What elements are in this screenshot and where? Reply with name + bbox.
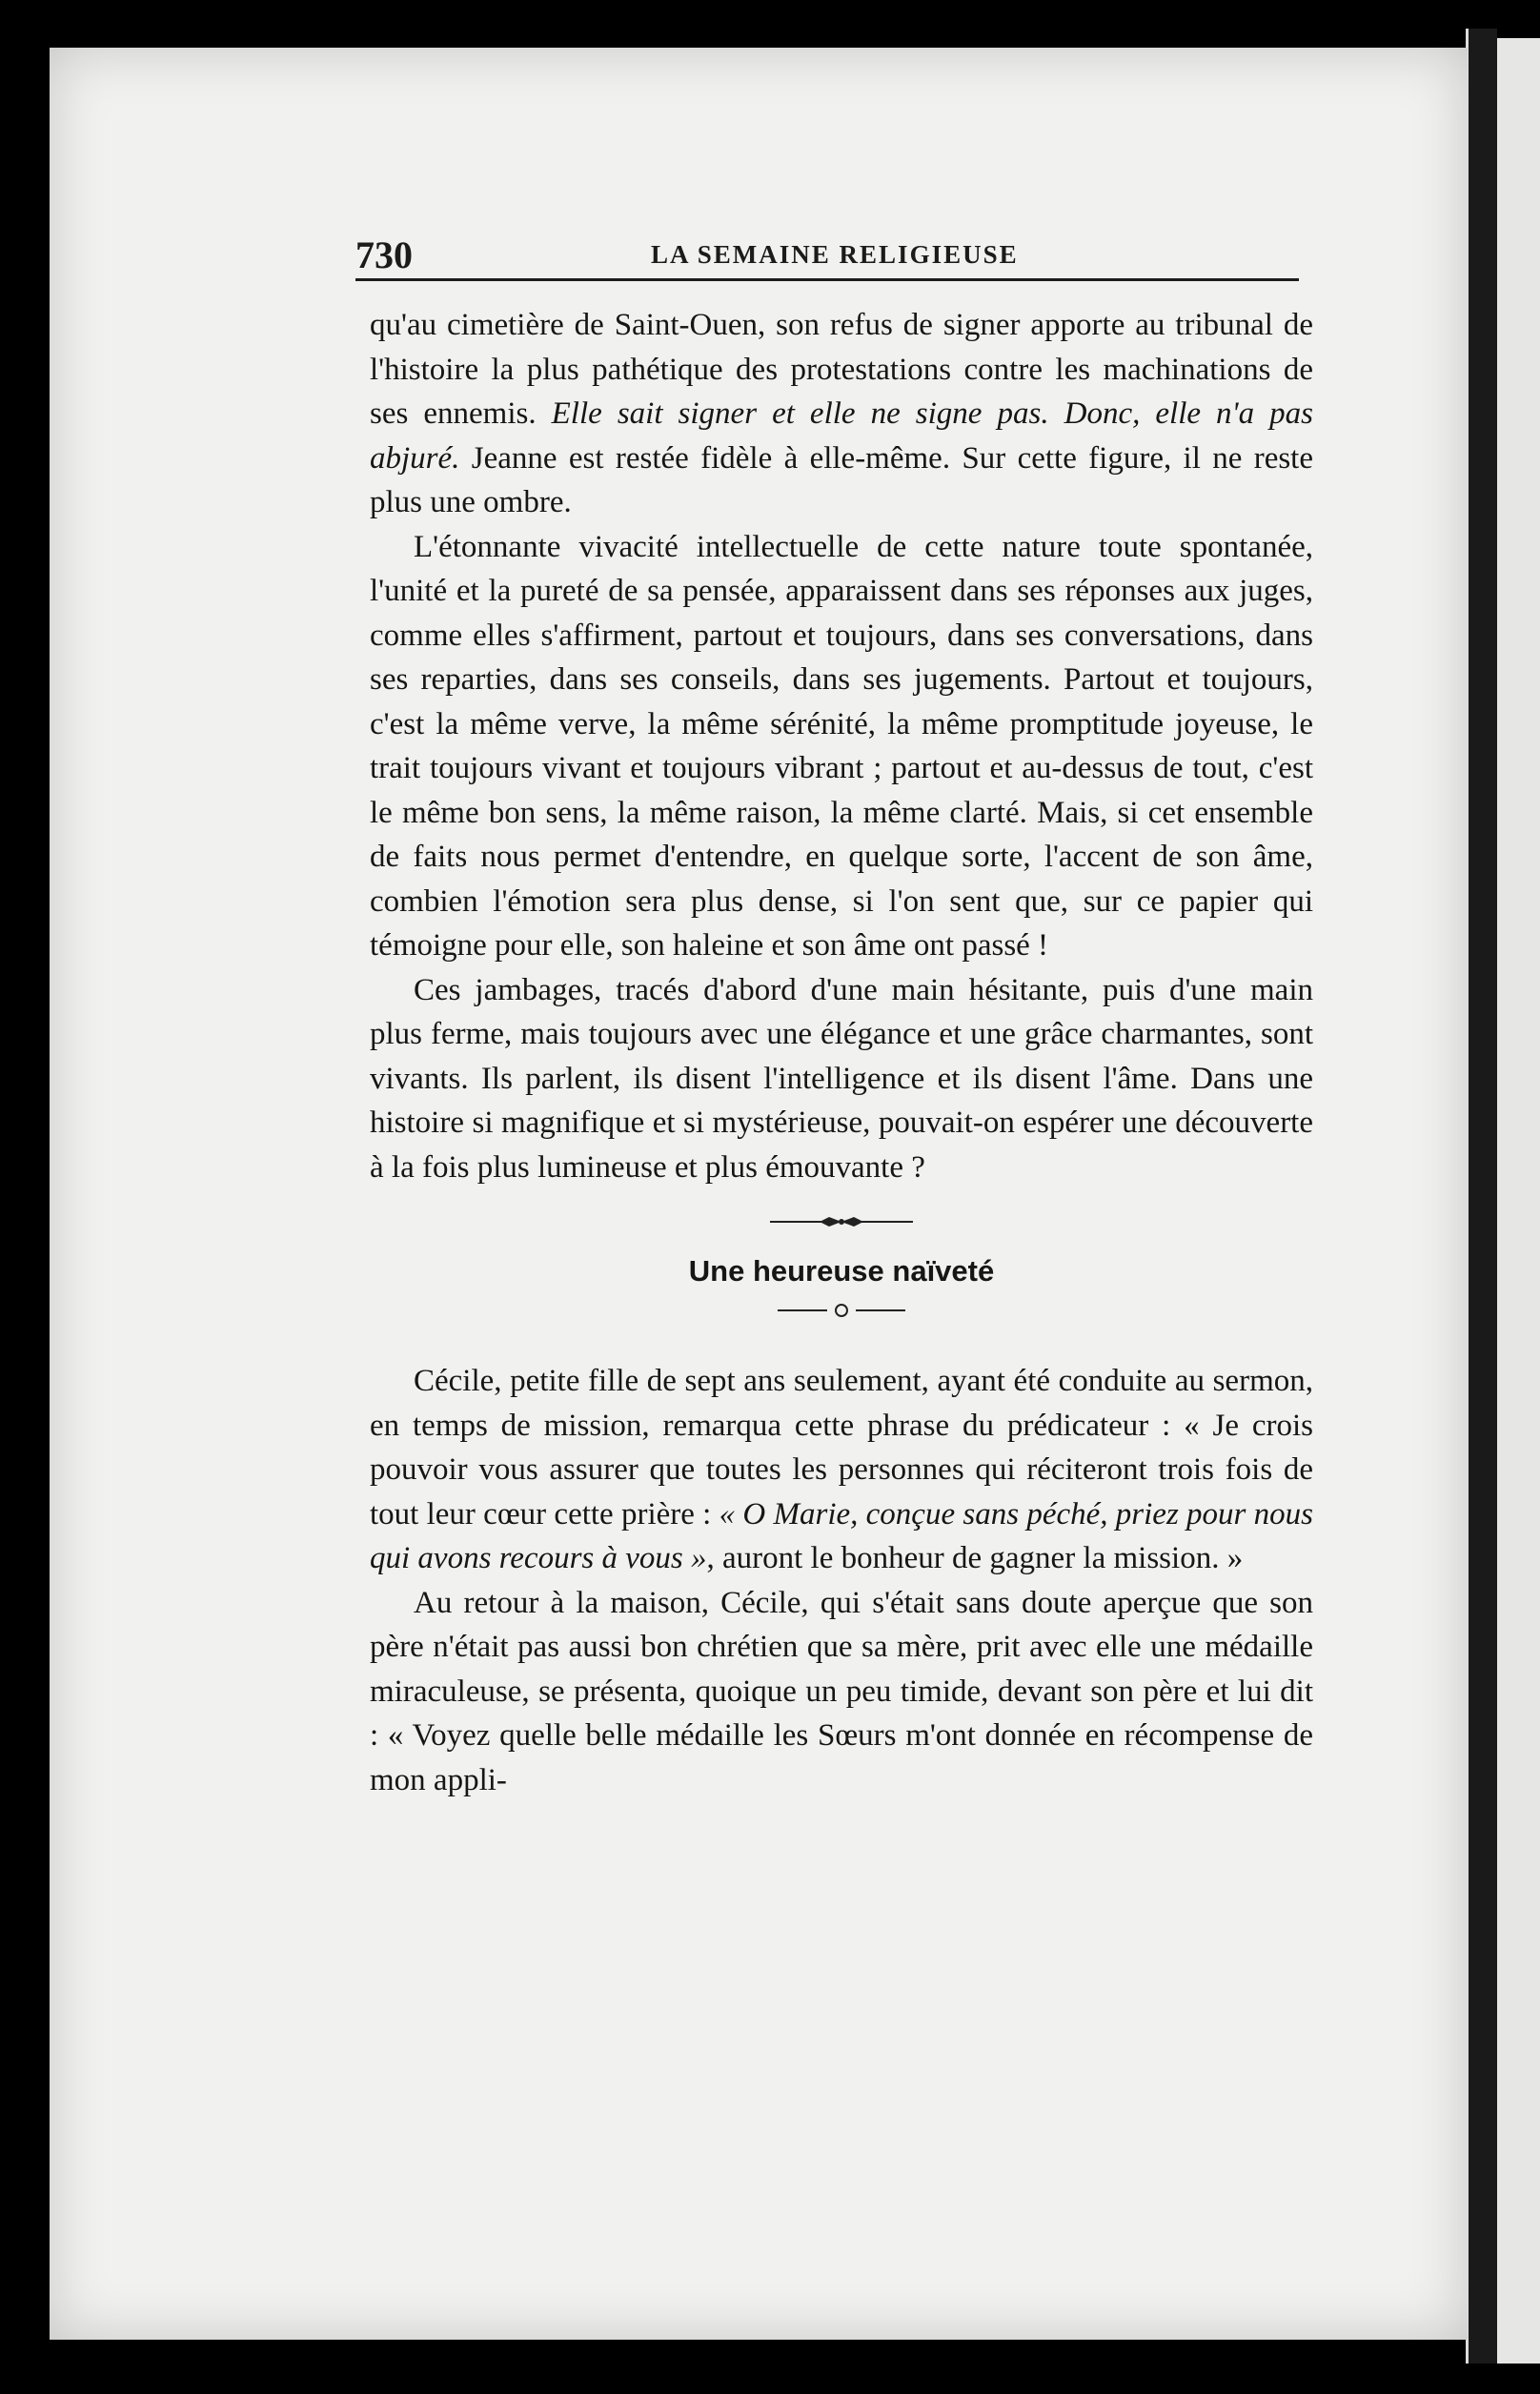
paragraph-text: , auront le bonheur de gagner la mission. » bbox=[706, 1541, 1244, 1575]
ornament-icon bbox=[770, 1212, 913, 1231]
page-number: 730 bbox=[355, 233, 413, 276]
separator-circle-icon bbox=[835, 1304, 848, 1317]
paragraph bbox=[370, 525, 1313, 968]
paragraph bbox=[370, 303, 1313, 525]
paragraph-text: Ces jambages, tracés d'abord d'une main hésitante, puis d'une main plus ferme, mais toujours avec une élégance et une grâce charmantes, sont vivants. Ils parlent, ils disent l'intelligence et ils disent l'âme. Dans une histoire si magnifique et si mystérieuse, pouvait-on espérer une découverte à la fois plus lumineuse et plus émouvante ? bbox=[370, 972, 1313, 1185]
article-part-2 bbox=[370, 1359, 1313, 1802]
paragraph-text: Jeanne est restée fidèle à elle-même. Sur cette figure, il ne reste plus une ombre. bbox=[370, 440, 1313, 519]
separator-line-left bbox=[778, 1309, 827, 1311]
paragraph-text: qu'au cimetière de Saint-Ouen, son refus de signer apporte au tribunal de l'histoire la plus pathétique des protestations contre les machinations de ses ennemis. bbox=[370, 308, 1313, 431]
paragraph-text: L'étonnante vivacité intellectuelle de cette nature toute spontanée, l'unité et la pureté de sa pensée, apparaissent dans ses réponses aux juges, comme elles s'affirment, partout et toujours, dans ses conversations, dans ses reparties, dans ses conseils, dans ses jugements. Partout et toujours, c'est la même verve, la même sérénité, la même promptitude joyeuse, le trait toujours vivant et toujours vibrant ; partout et au-dessus de tout, c'est le même bon sens, la même raison, la même clarté. Mais, si cet ensemble de faits nous permet d'entendre, en quelque sorte, l'accent de son âme, combien l'émotion sera plus dense, si l'on sent que, sur ce papier qui témoigne pour elle, son haleine et son âme ont passé ! bbox=[370, 529, 1313, 963]
paragraph-text: Cécile, petite fille de sept ans seulement, ayant été conduite au sermon, en temps de mission, remarqua cette phrase du prédicateur : « Je crois pouvoir vous assurer que toutes les personnes qui réciteront trois fois de tout leur cœur cette prière : bbox=[370, 1364, 1313, 1532]
ornament-divider bbox=[370, 1212, 1313, 1231]
article-part-1 bbox=[370, 303, 1313, 1189]
title-separator bbox=[370, 1296, 1313, 1325]
article-body bbox=[370, 303, 1313, 1802]
page-gutter bbox=[1466, 29, 1497, 2364]
paragraph-text: Au retour à la maison, Cécile, qui s'était sans doute aperçue que son père n'était pas aussi bon chrétien que sa mère, prit avec elle une médaille miraculeuse, se présenta, quoique un peu timide, devant son père et lui dit : « Voyez quelle belle médaille les Sœurs m'ont donnée en récompense de mon appli- bbox=[370, 1585, 1313, 1797]
paragraph bbox=[370, 1581, 1313, 1803]
running-header bbox=[355, 229, 1299, 281]
section-title: Une heureuse naïveté bbox=[688, 1254, 995, 1288]
italic-text: « O Marie, conçue sans péché, priez pour nous qui avons recours à vous » bbox=[370, 1496, 1314, 1575]
paragraph bbox=[370, 968, 1313, 1190]
journal-title: LA SEMAINE RELIGIEUSE bbox=[651, 240, 1019, 269]
separator-line-right bbox=[856, 1309, 905, 1311]
italic-text: Elle sait signer et elle ne signe pas. Donc, elle n'a pas abjuré. bbox=[370, 396, 1313, 476]
paragraph bbox=[370, 1359, 1313, 1581]
